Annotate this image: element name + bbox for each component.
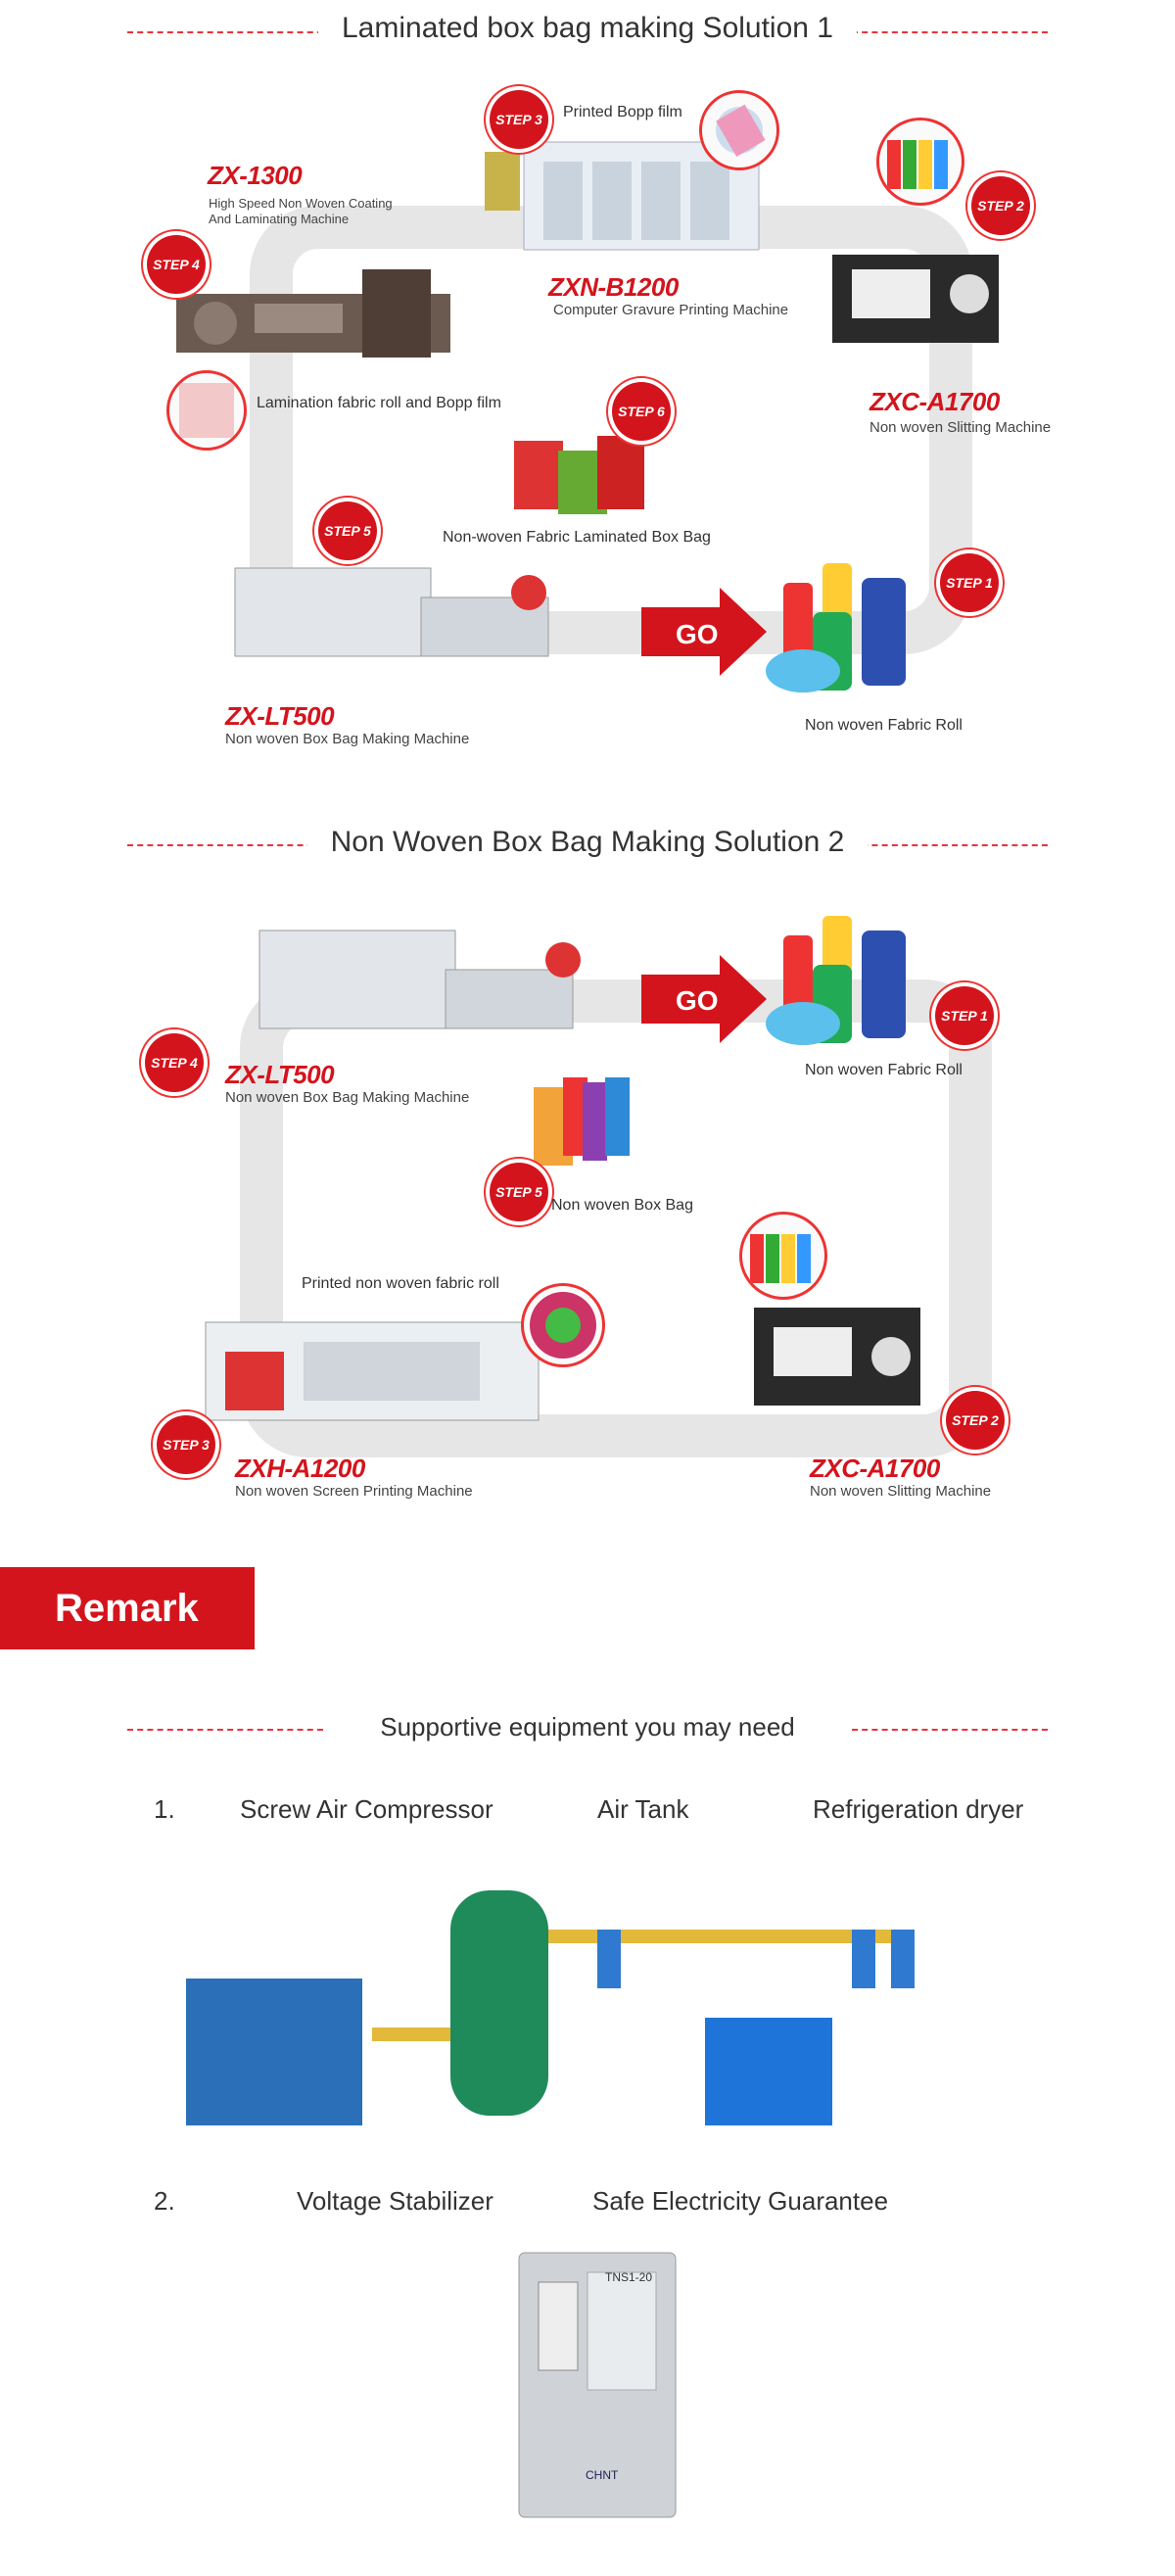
box-bag-label: Non woven Box Bag: [551, 1197, 693, 1214]
zx-1300-desc1: High Speed Non Woven Coating: [209, 196, 393, 211]
step1-badge-2: STEP 1: [935, 986, 994, 1045]
zxc-a1700-desc-2: Non woven Slitting Machine: [810, 1483, 992, 1500]
step5-badge: STEP 5: [318, 501, 377, 560]
refrigeration-dryer-label: Refrigeration dryer: [813, 1794, 1024, 1824]
box-bag-making-machine-image-2: [250, 921, 583, 1048]
step2-badge-2: STEP 2: [946, 1391, 1005, 1450]
step4-badge: STEP 4: [147, 235, 206, 294]
safe-electricity-label: Safe Electricity Guarantee: [592, 2186, 889, 2216]
solution1-title: Laminated box bag making Solution 1: [0, 12, 1175, 45]
air-tank-label: Air Tank: [597, 1794, 689, 1824]
slitting-machine-image: [822, 215, 1009, 362]
printed-roll-label: Printed non woven fabric roll: [302, 1275, 499, 1292]
step3-badge: STEP 3: [490, 90, 548, 149]
go-label-2: GO: [676, 985, 719, 1016]
fabric-rolls-image-2: [764, 916, 930, 1053]
support-title: Supportive equipment you may need: [0, 1712, 1175, 1742]
zxc-a1700-desc-1: Non woven Slitting Machine: [870, 419, 1052, 436]
lamination-label: Lamination fabric roll and Bopp film: [257, 395, 501, 411]
fabric-rolls-colorful-image: [876, 118, 964, 206]
fabric-rolls-colorful-image-2: [739, 1212, 827, 1300]
item1-number: 1.: [154, 1794, 175, 1824]
zx-lt500-model-2: ZX-LT500: [225, 1060, 335, 1089]
zx-lt500-desc-2: Non woven Box Bag Making Machine: [225, 1089, 470, 1106]
box-bag-image: [529, 1068, 646, 1175]
zxc-a1700-model-1: ZXC-A1700: [870, 387, 1000, 416]
fabric-roll-label-2: Non woven Fabric Roll: [805, 1062, 963, 1078]
fabric-roll-label-1: Non woven Fabric Roll: [805, 717, 963, 734]
zxh-a1200-desc: Non woven Screen Printing Machine: [235, 1483, 473, 1500]
air-system-image: [176, 1871, 1018, 2135]
go-label-1: GO: [676, 619, 719, 649]
fabric-rolls-image: [764, 563, 930, 700]
solution2-title: Non Woven Box Bag Making Solution 2: [0, 826, 1175, 859]
slitting-machine-image-2: [744, 1278, 930, 1425]
voltage-stabilizer-label: Voltage Stabilizer: [297, 2186, 494, 2216]
zxc-a1700-model-2: ZXC-A1700: [810, 1454, 940, 1483]
zx-1300-model: ZX-1300: [208, 161, 303, 190]
stabilizer-brand-text: CHNT: [586, 2468, 619, 2482]
zxn-b1200-desc: Computer Gravure Printing Machine: [553, 302, 789, 318]
zx-lt500-model-1: ZX-LT500: [225, 701, 335, 731]
printed-bopp-label: Printed Bopp film: [563, 104, 682, 120]
voltage-stabilizer-image: [509, 2243, 685, 2537]
step3-badge-2: STEP 3: [157, 1415, 215, 1474]
remark-banner: Remark: [0, 1567, 255, 1649]
lamination-fabric-image: [166, 370, 247, 451]
zx-lt500-desc-1: Non woven Box Bag Making Machine: [225, 731, 470, 747]
screw-air-compressor-label: Screw Air Compressor: [240, 1794, 494, 1824]
step6-badge: STEP 6: [612, 382, 671, 441]
step5-badge-2: STEP 5: [490, 1163, 548, 1221]
item2-number: 2.: [154, 2186, 175, 2216]
step2-badge: STEP 2: [971, 176, 1030, 235]
laminated-bag-label: Non-woven Fabric Laminated Box Bag: [443, 529, 711, 546]
zxn-b1200-model: ZXN-B1200: [548, 272, 679, 302]
bopp-film-image: [699, 90, 779, 170]
step4-badge-2: STEP 4: [145, 1033, 204, 1092]
screen-printing-machine-image: [196, 1303, 548, 1440]
laminating-machine-image: [166, 264, 460, 372]
step1-badge: STEP 1: [940, 553, 999, 612]
stabilizer-model-text: TNS1-20: [605, 2270, 653, 2284]
box-bag-making-machine-image: [225, 549, 558, 676]
zxh-a1200-model: ZXH-A1200: [235, 1454, 365, 1483]
printed-fabric-image: [521, 1283, 605, 1367]
zx-1300-desc2: And Laminating Machine: [209, 212, 350, 226]
